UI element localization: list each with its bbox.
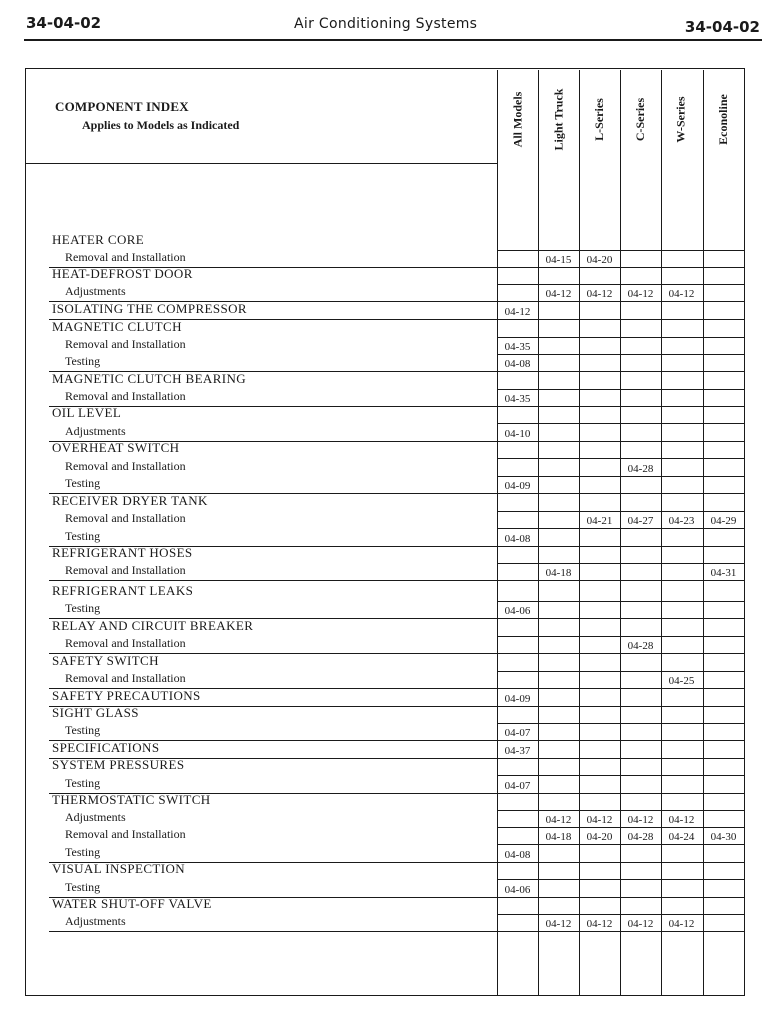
cell-rule (497, 546, 745, 547)
component-name: SAFETY PRECAUTIONS (52, 688, 201, 703)
cell-rule (497, 563, 745, 564)
cell-rule (497, 897, 745, 898)
column-header-label: Econoline (716, 93, 731, 145)
page-ref-all-models: 04-09 (504, 693, 531, 705)
row-rule (49, 931, 497, 932)
page-ref-all-models: 04-06 (504, 605, 531, 617)
component-name: THERMOSTATIC SWITCH (52, 792, 211, 807)
page-ref-econoline: 04-29 (710, 515, 737, 527)
component-name: OIL LEVEL (52, 405, 122, 420)
cell-rule (497, 775, 745, 776)
procedure-name: Removal and Installation (65, 511, 186, 525)
column-header-label: Light Truck (551, 88, 565, 150)
page-ref-light-truck: 04-18 (545, 831, 572, 843)
page-ref-all-models: 04-35 (504, 341, 531, 353)
cell-rule (497, 671, 745, 672)
component-name: REFRIGERANT LEAKS (52, 583, 194, 598)
component-name: MAGNETIC CLUTCH (52, 319, 182, 334)
component-name: REFRIGERANT HOSES (52, 545, 193, 560)
page-ref-light-truck: 04-12 (545, 288, 572, 300)
procedure-name: Removal and Installation (65, 636, 186, 650)
procedure-name: Adjustments (65, 424, 126, 438)
procedure-name: Removal and Installation (65, 389, 186, 403)
cell-rule (497, 862, 745, 863)
page-ref-light-truck: 04-15 (545, 254, 572, 266)
procedure-name: Removal and Installation (65, 459, 186, 473)
procedure-name: Testing (65, 776, 101, 790)
page-ref-light-truck: 04-12 (545, 814, 572, 826)
cell-rule (497, 827, 745, 828)
section-title: Air Conditioning Systems (294, 16, 478, 32)
procedure-name: Testing (65, 880, 101, 894)
page-ref-light-truck: 04-12 (545, 918, 572, 930)
page-ref-w-series: 04-23 (668, 515, 695, 527)
cell-rule (497, 653, 745, 654)
cell-rule (497, 511, 745, 512)
component-name: SAFETY SWITCH (52, 653, 159, 668)
page-ref-l-series: 04-20 (586, 254, 613, 266)
cell-rule (497, 914, 745, 915)
page-ref-light-truck: 04-18 (545, 567, 572, 579)
procedure-name: Testing (65, 354, 101, 368)
cell-rule (497, 267, 745, 268)
component-name: RECEIVER DRYER TANK (52, 493, 208, 508)
cell-rule (497, 337, 745, 338)
page-ref-all-models: 04-06 (504, 884, 531, 896)
page-ref-w-series: 04-12 (668, 288, 695, 300)
page-ref-all-models: 04-08 (504, 358, 531, 370)
page-number-right: 34-04-02 (684, 18, 760, 36)
row-rule (49, 580, 497, 581)
procedure-name: Testing (65, 845, 101, 859)
cell-rule (497, 758, 745, 759)
cell-rule (497, 250, 745, 251)
cell-rule (497, 601, 745, 602)
component-name: ISOLATING THE COMPRESSOR (52, 301, 247, 316)
procedure-name: Removal and Installation (65, 250, 186, 264)
procedure-name: Removal and Installation (65, 671, 186, 685)
procedure-name: Testing (65, 529, 101, 543)
cell-rule (497, 618, 745, 619)
page-ref-c-series: 04-12 (627, 918, 654, 930)
cell-rule (497, 284, 745, 285)
cell-rule (497, 528, 745, 529)
procedure-name: Testing (65, 476, 101, 490)
cell-rule (497, 458, 745, 459)
cell-rule (497, 301, 745, 302)
cell-rule (497, 580, 745, 581)
procedure-name: Testing (65, 723, 101, 737)
cell-rule (497, 476, 745, 477)
page-ref-all-models: 04-07 (504, 727, 531, 739)
page-ref-c-series: 04-28 (627, 640, 654, 652)
cell-rule (497, 706, 745, 707)
cell-rule (497, 423, 745, 424)
column-header-label: L-Series (592, 97, 606, 141)
component-name: OVERHEAT SWITCH (52, 440, 180, 455)
page-ref-all-models: 04-08 (504, 849, 531, 861)
cell-rule (497, 441, 745, 442)
cell-rule (497, 810, 745, 811)
cell-rule (497, 793, 745, 794)
page-ref-all-models: 04-08 (504, 533, 531, 545)
page-ref-c-series: 04-28 (627, 463, 654, 475)
cell-rule (497, 879, 745, 880)
column-header-label: All Models (510, 91, 525, 147)
page-ref-all-models: 04-12 (504, 306, 531, 318)
procedure-name: Adjustments (65, 810, 126, 824)
page-ref-w-series: 04-24 (668, 831, 695, 843)
column-header-label: W-Series (674, 95, 688, 143)
page-ref-c-series: 04-12 (627, 814, 654, 826)
page-ref-l-series: 04-21 (586, 515, 613, 527)
cell-rule (497, 688, 745, 689)
page-ref-w-series: 04-12 (668, 814, 695, 826)
cell-rule (497, 406, 745, 407)
component-name: SIGHT GLASS (52, 705, 139, 720)
component-name: HEAT-DEFROST DOOR (52, 266, 193, 281)
procedure-name: Testing (65, 601, 101, 615)
page-ref-all-models: 04-07 (504, 780, 531, 792)
cell-rule (497, 493, 745, 494)
page-ref-c-series: 04-28 (627, 831, 654, 843)
component-name: RELAY AND CIRCUIT BREAKER (52, 618, 254, 633)
page-ref-c-series: 04-12 (627, 288, 654, 300)
page-ref-all-models: 04-10 (504, 428, 531, 440)
page-number-left: 34-04-02 (26, 14, 102, 32)
component-name: SPECIFICATIONS (52, 740, 160, 755)
page-ref-l-series: 04-12 (586, 814, 613, 826)
page-ref-all-models: 04-37 (504, 745, 531, 757)
component-name: VISUAL INSPECTION (52, 861, 186, 876)
cell-rule (497, 636, 745, 637)
page-ref-econoline: 04-31 (710, 567, 737, 579)
component-name: MAGNETIC CLUTCH BEARING (52, 371, 247, 386)
page-ref-w-series: 04-12 (668, 918, 695, 930)
procedure-name: Adjustments (65, 914, 126, 928)
page-ref-c-series: 04-27 (627, 515, 654, 527)
column-header-label: C-Series (633, 97, 648, 141)
cell-rule (497, 723, 745, 724)
cell-rule (497, 931, 745, 932)
cell-rule (497, 740, 745, 741)
index-title: COMPONENT INDEX (55, 99, 189, 114)
cell-rule (497, 319, 745, 320)
cell-rule (497, 844, 745, 845)
procedure-name: Removal and Installation (65, 563, 186, 577)
page-ref-l-series: 04-12 (586, 918, 613, 930)
procedure-name: Adjustments (65, 284, 126, 298)
cell-rule (497, 354, 745, 355)
page-ref-l-series: 04-12 (586, 288, 613, 300)
component-name: SYSTEM PRESSURES (52, 757, 185, 772)
component-name: WATER SHUT-OFF VALVE (52, 896, 212, 911)
cell-rule (497, 389, 745, 390)
page-ref-w-series: 04-25 (668, 675, 695, 687)
page-ref-econoline: 04-30 (710, 831, 737, 843)
procedure-name: Removal and Installation (65, 337, 186, 351)
page-ref-all-models: 04-09 (504, 480, 531, 492)
index-subtitle: Applies to Models as Indicated (82, 118, 240, 132)
page-ref-l-series: 04-20 (586, 831, 613, 843)
procedure-name: Removal and Installation (65, 827, 186, 841)
component-name: HEATER CORE (52, 232, 145, 247)
page-ref-all-models: 04-35 (504, 393, 531, 405)
cell-rule (497, 371, 745, 372)
